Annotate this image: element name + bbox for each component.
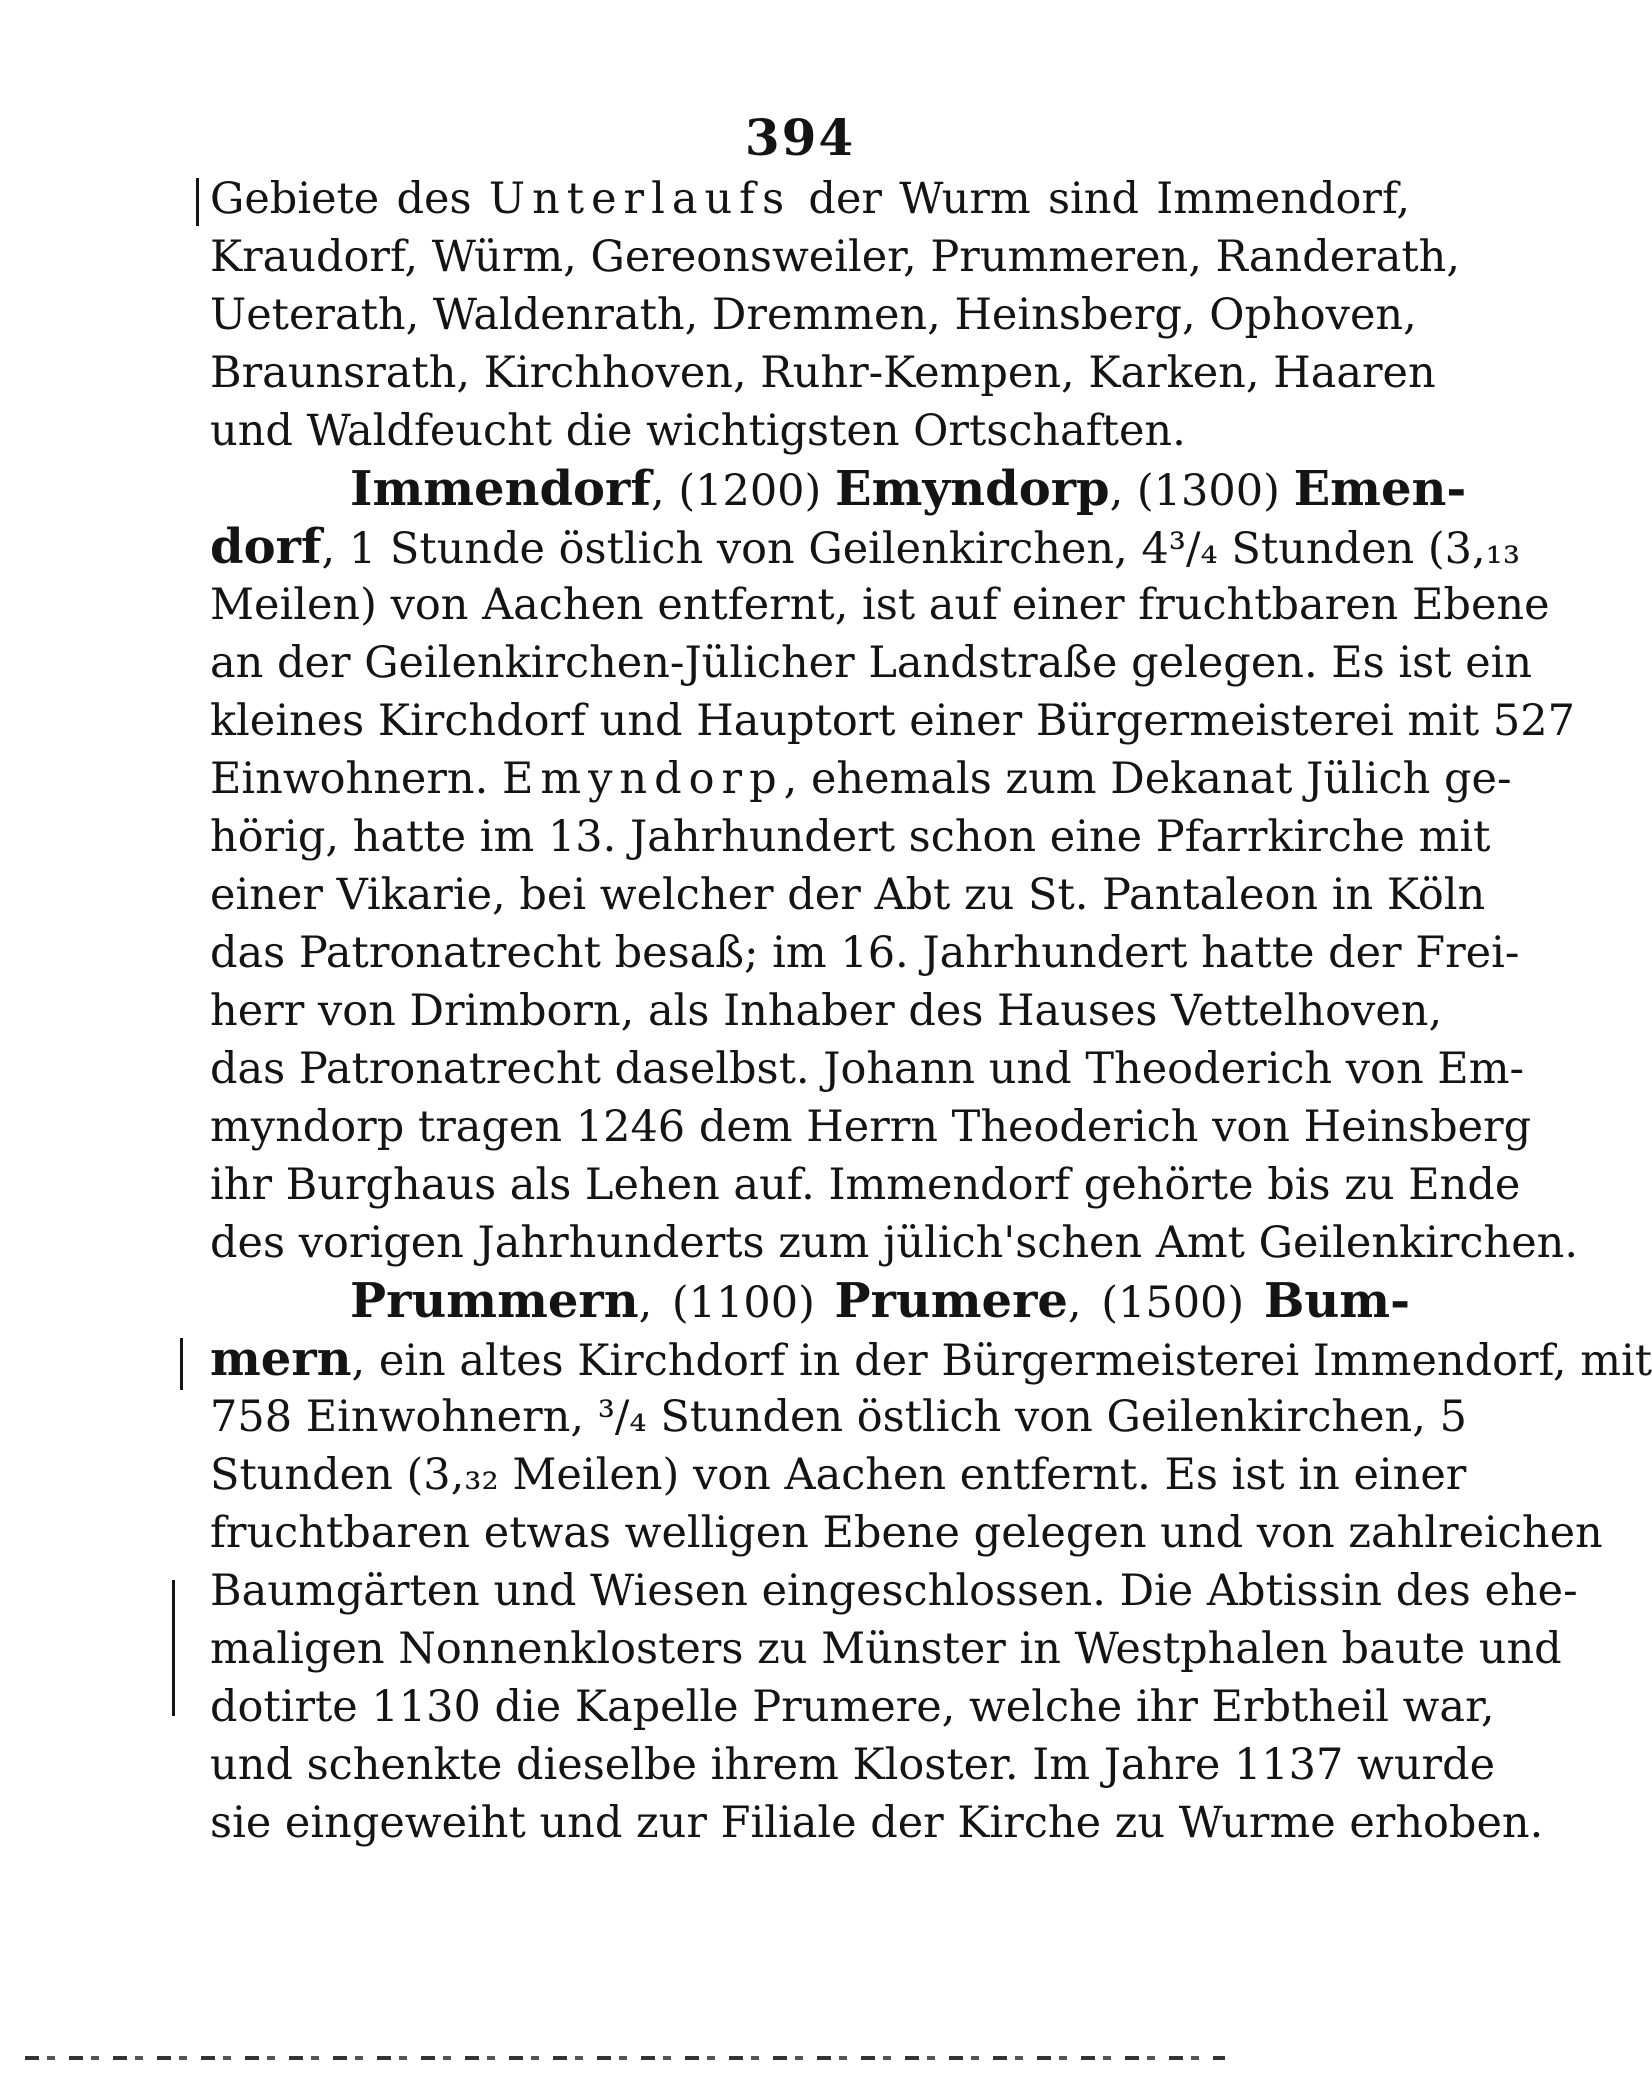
text-line bbox=[210, 1678, 1495, 1736]
text-run: Baumgärten und Wiesen eingeschlossen. Die Abtissin des ehe- bbox=[210, 1566, 1578, 1616]
text-run: herr von Drimborn, als Inhaber des Hauses Vettelhoven, bbox=[210, 986, 1443, 1036]
text-run: Stunden (3,₃₂ Meilen) von Aachen entfernt. Es ist in einer bbox=[210, 1450, 1467, 1500]
text-run: Ueterath, Waldenrath, Dremmen, Heinsberg, Ophoven, bbox=[210, 290, 1417, 340]
place-name-heading: Emyndorp bbox=[834, 461, 1110, 517]
text-run: Einwohnern. bbox=[210, 754, 502, 804]
text-line bbox=[210, 634, 1533, 692]
text-run: und Waldfeucht die wichtigsten Ortschaften. bbox=[210, 406, 1186, 456]
text-run: 758 Einwohnern, ³/₄ Stunden östlich von Geilenkirchen, 5 bbox=[210, 1392, 1467, 1442]
text-run: Emyndorp bbox=[501, 754, 784, 804]
place-name-heading: mern bbox=[210, 1331, 352, 1387]
text-run: der Wurm sind Immendorf, bbox=[791, 174, 1410, 224]
text-run: , ein altes Kirchdorf in der Bürgermeisterei Immendorf, mit bbox=[351, 1336, 1652, 1386]
text-run: ihr Burghaus als Lehen auf. Immendorf gehörte bis zu Ende bbox=[210, 1160, 1521, 1210]
text-run: hörig, hatte im 13. Jahrhundert schon eine Pfarrkirche mit bbox=[210, 812, 1491, 862]
text-run: Meilen) von Aachen entfernt, ist auf einer fruchtbaren Ebene bbox=[210, 580, 1550, 630]
bottom-scan-rule bbox=[25, 2056, 1225, 2060]
text-run: maligen Nonnenklosters zu Münster in Westphalen baute und bbox=[210, 1624, 1562, 1674]
text-line bbox=[210, 228, 1461, 286]
place-name-heading: Emen- bbox=[1293, 461, 1467, 517]
text-run: und schenkte dieselbe ihrem Kloster. Im Jahre 1137 wurde bbox=[210, 1740, 1496, 1790]
text-line bbox=[210, 1794, 1544, 1852]
text-run: sie eingeweiht und zur Filiale der Kirche zu Wurme erhoben. bbox=[210, 1798, 1544, 1848]
text-line bbox=[210, 1330, 1652, 1388]
text-line bbox=[210, 1562, 1578, 1620]
text-run: , (1100) bbox=[638, 1278, 835, 1328]
text-line bbox=[210, 518, 1521, 576]
text-line bbox=[210, 982, 1443, 1040]
text-run: Gebiete des bbox=[210, 174, 489, 224]
text-run: fruchtbaren etwas welligen Ebene gelegen und von zahlreichen bbox=[210, 1508, 1603, 1558]
text-line bbox=[210, 344, 1436, 402]
text-line bbox=[210, 808, 1491, 866]
text-run: Kraudorf, Würm, Gereonsweiler, Prummeren, Randerath, bbox=[210, 232, 1461, 282]
text-line bbox=[210, 576, 1550, 634]
text-run: Unterlaufs bbox=[488, 174, 792, 224]
text-line bbox=[210, 460, 1467, 518]
text-line bbox=[210, 170, 1410, 228]
text-run: , (1300) bbox=[1109, 466, 1294, 516]
text-line bbox=[210, 924, 1520, 982]
text-run: dotirte 1130 die Kapelle Prumere, welche ihr Erbtheil war, bbox=[210, 1682, 1495, 1732]
text-run: , 1 Stunde östlich von Geilenkirchen, 4³/₄ Stunden (3,₁₃ bbox=[321, 524, 1521, 574]
text-line bbox=[210, 1736, 1496, 1794]
text-run: das Patronatrecht daselbst. Johann und Theoderich von Em- bbox=[210, 1044, 1524, 1094]
text-line bbox=[210, 1098, 1532, 1156]
text-run: das Patronatrecht besaß; im 16. Jahrhundert hatte der Frei- bbox=[210, 928, 1520, 978]
body-text bbox=[210, 170, 1652, 1852]
text-run: , (1200) bbox=[650, 466, 835, 516]
text-line bbox=[210, 1620, 1562, 1678]
text-line bbox=[210, 692, 1575, 750]
text-run: , (1500) bbox=[1067, 1278, 1264, 1328]
text-run: einer Vikarie, bei welcher der Abt zu St. Pantaleon in Köln bbox=[210, 870, 1486, 920]
text-line bbox=[210, 1156, 1521, 1214]
text-run: kleines Kirchdorf und Hauptort einer Bürgermeisterei mit 527 bbox=[210, 696, 1575, 746]
text-line bbox=[210, 1504, 1603, 1562]
place-name-heading: Prummern bbox=[350, 1273, 639, 1329]
text-run: , ehemals zum Dekanat Jülich ge- bbox=[783, 754, 1512, 804]
text-line bbox=[210, 866, 1486, 924]
text-line bbox=[210, 1040, 1524, 1098]
margin-mark-lower bbox=[172, 1580, 175, 1716]
place-name-heading: Immendorf bbox=[350, 461, 651, 517]
place-name-heading: dorf bbox=[210, 519, 322, 575]
text-line bbox=[210, 1214, 1579, 1272]
margin-mark-top bbox=[196, 178, 199, 226]
text-run: myndorp tragen 1246 dem Herrn Theoderich von Heinsberg bbox=[210, 1102, 1532, 1152]
text-line bbox=[210, 1388, 1467, 1446]
place-name-heading: Bum- bbox=[1263, 1273, 1410, 1329]
text-run: des vorigen Jahrhunderts zum jülich'schen Amt Geilenkirchen. bbox=[210, 1218, 1579, 1268]
text-line bbox=[210, 402, 1410, 460]
margin-mark-middle bbox=[180, 1338, 183, 1390]
text-line bbox=[210, 1446, 1467, 1504]
text-run: an der Geilenkirchen-Jülicher Landstraße gelegen. Es ist ein bbox=[210, 638, 1533, 688]
text-line bbox=[210, 286, 1417, 344]
text-line bbox=[210, 1272, 1410, 1330]
text-line bbox=[210, 750, 1512, 808]
place-name-heading: Prumere bbox=[834, 1273, 1068, 1329]
text-run: Braunsrath, Kirchhoven, Ruhr-Kempen, Karken, Haaren bbox=[210, 348, 1436, 398]
page-number: 394 bbox=[744, 108, 856, 167]
